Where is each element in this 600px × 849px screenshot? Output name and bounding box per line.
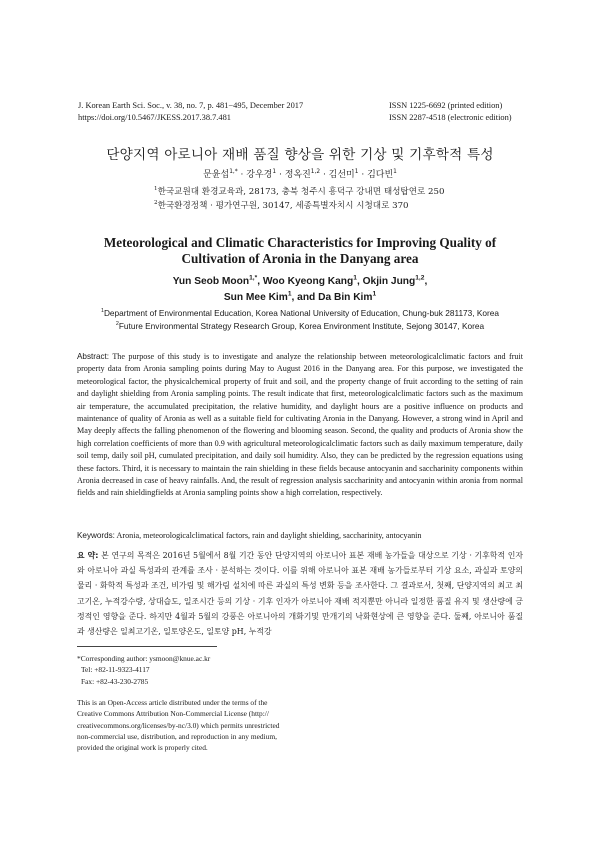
- author-name: 문윤섭: [203, 170, 230, 180]
- open-access-line: provided the original work is properly cited.: [77, 743, 208, 753]
- open-access-line: non-commercial use, distribution, and reproduction in any medium,: [77, 731, 277, 741]
- korean-authors: [0, 167, 600, 180]
- abstract-text: The purpose of this study is to investigate and analyze the relationship between meteorologicalclimatic factors and fruit property data from Aronia sampling points during May to August 2016 in the Danyang area. For this purpose, we investigated the meteorological factor, the physicalchemical property of fruit and soil, and the property change of fruit according to the setting of rain and daylight shielding from Aronia sampling points. The result indicate that first, meteorologicalclimatic factors such as the maximum air temperature, the accumulated precipitation, the relative humidity, and daylight hours are a positive influence on products and maintenance of quality of Aronia as well as a suitable field for cultivating Aronia in the Danyang. However, a strong wind in April and May deeply affects the falling phenomenon of the flowering and blooming season. Second, the quality and products of Aronia show the high correlation coefficients of more than 0.9 with agricultural meteorologicalclimatic factors such as daily maximum temperature, daily soil temp, daily soil pH, cumulated precipitation, and daily soil humidity. Also, they can be predicted by the regression equations using these factors. Third, it is necessary to maintain the rain shielding in these fields because antocyanin and saccharinity components within Aronia decreased in case of heavy rainfalls. And, the result of regression analysis saccharinity and antocyanin within aronia from normal fields and rain shieldingfields at Aronia sampling points show a high correlation, respectively.: [77, 352, 524, 498]
- author-affiliation-mark: 1: [353, 274, 357, 282]
- author-affiliation-mark: 1,*: [249, 274, 258, 282]
- open-access-notice: [77, 697, 279, 753]
- open-access-line: This is an Open-Access article distributed under the terms of the: [77, 698, 268, 707]
- author-affiliation-mark: 1: [272, 169, 277, 175]
- keywords: [77, 530, 523, 542]
- journal-citation: J. Korean Earth Sci. Soc., v. 38, no. 7, p. 481−495, December 2017: [78, 101, 304, 110]
- korean-abstract: [77, 548, 523, 639]
- footnote-divider: [77, 646, 217, 647]
- author-affiliation-mark: 1: [354, 169, 359, 175]
- author-name: 정옥진: [284, 170, 311, 180]
- corresponding-author-note: [77, 653, 210, 687]
- korean-affiliation-2: $^2$한국환경정책 · 평가연구원, 30147, 세종특별자치시 시청대로 370: [154, 200, 409, 211]
- english-title-line-1: Meteorological and Climatic Characteristics for Improving Quality of: [103, 235, 497, 250]
- english-authors: [60, 274, 540, 306]
- keywords-label: Keywords:: [77, 531, 115, 540]
- open-access-line: creativecommons.org/licenses/by-nc/3.0) which permits unrestricted: [77, 720, 280, 730]
- author-affiliation-mark: 1,2: [415, 274, 425, 282]
- abstract-label: Abstract:: [77, 352, 110, 361]
- english-affiliations: [70, 307, 530, 332]
- author-affiliation-mark: 1: [393, 169, 397, 175]
- open-access-line: Creative Commons Attribution Non-Commercial License (http://: [77, 709, 269, 719]
- author-affiliation-mark: 1: [287, 290, 292, 298]
- author-comma: , and: [291, 292, 319, 303]
- korean-abstract-text: 본 연구의 목적은 2016년 5월에서 8월 기간 동안 단양지역의 아로니아 표본 재배 농가들을 대상으로 기상 · 기후학적 인자와 아로니아 과실 특성과의 관계를 조사 · 분석하는 것이다. 이를 위해 아로니아 표본 재배 농가들로부터 기상 요소, 과실과 토양의 물리 · 화학적 특성과 조건, 비가림 및 해가림 설치에 따른 과실의 특성 변화 등을 조사한다. 그 결과로서, 첫째, 단양지역의 최고 최고기온, 누적강수량, 상대습도, 일조시간 등의 기상 · 기후 인자가 아로니아 재배 적지뿐만 아니라 일정한 품질 유지 및 생산량에 긍정적인 영향을 준다. 하지만 4월과 5월의 강풍은 아로니아의 개화기및 만개기의 낙화현상에 큰 영향을 준다. 둘째, 아로니아 품질과 생산량은 일최고기온, 일토양온도, 일토양 pH, 누적강: [77, 551, 524, 637]
- author-affiliation-mark: 1,*: [229, 169, 238, 175]
- author-separator: ·: [237, 170, 247, 180]
- author-comma: ,: [424, 276, 428, 287]
- author-name: Sun Mee Kim: [223, 292, 288, 303]
- author-separator: ·: [358, 170, 368, 180]
- journal-header: [78, 100, 303, 123]
- author-affiliation-mark: 1,2: [310, 169, 321, 175]
- issn-print: ISSN 1225-6692 (printed edition): [389, 101, 503, 110]
- author-name: Woo Kyeong Kang: [262, 276, 354, 287]
- author-separator: ·: [320, 170, 329, 180]
- english-title: [60, 235, 540, 267]
- english-authors-line-1: [60, 274, 540, 290]
- english-title-line-2: Cultivation of Aronia in the Danyang area: [181, 251, 419, 266]
- issn-electronic: ISSN 2287-4518 (electronic edition): [389, 112, 512, 122]
- corresponding-tel: Tel: +82-11-9323-4117: [81, 665, 150, 675]
- author-comma: ,: [356, 276, 363, 287]
- author-separator: ·: [276, 170, 285, 180]
- author-name: Okjin Jung: [362, 276, 416, 287]
- korean-affiliation-1: $^1$한국교원대 환경교육과, 28173, 충북 청주시 흥덕구 강내면 태성탑연로 250: [154, 186, 445, 197]
- corresponding-fax: Fax: +82-43-230-2785: [81, 676, 149, 686]
- english-affiliation-2: $^2$Future Environmental Strategy Research Group, Korea Environment Institute, Sejong 30147, Korea: [115, 320, 485, 331]
- korean-affiliations: [154, 185, 444, 213]
- english-affiliation-1: $^1$Department of Environmental Education, Korea National University of Education, Chung-buk 281173, Korea: [100, 308, 500, 318]
- korean-title: 단양지역 아로니아 재배 품질 향상을 위한 기상 및 기후학적 특성: [106, 147, 494, 163]
- author-name: 김다빈: [367, 170, 394, 180]
- author-name: 강우경: [246, 170, 273, 180]
- author-name: 김선미: [328, 170, 355, 180]
- keywords-text: Aronia, meteorologicalclimatical factors, rain and daylight shielding, saccharinity, antocyanin: [116, 531, 422, 540]
- author-name: Yun Seob Moon: [172, 276, 250, 287]
- doi-link[interactable]: https://doi.org/10.5467/JKESS.2017.38.7.481: [78, 112, 231, 122]
- author-name: Da Bin Kim: [318, 292, 373, 303]
- author-affiliation-mark: 1: [372, 290, 377, 298]
- english-abstract: [77, 351, 523, 500]
- author-comma: ,: [257, 276, 263, 287]
- korean-abstract-label: 요 약:: [77, 551, 99, 560]
- english-authors-line-2: [60, 290, 540, 306]
- issn-header: [389, 100, 512, 123]
- corresponding-email: *Corresponding author: ysmoon@knue.ac.kr: [77, 654, 211, 663]
